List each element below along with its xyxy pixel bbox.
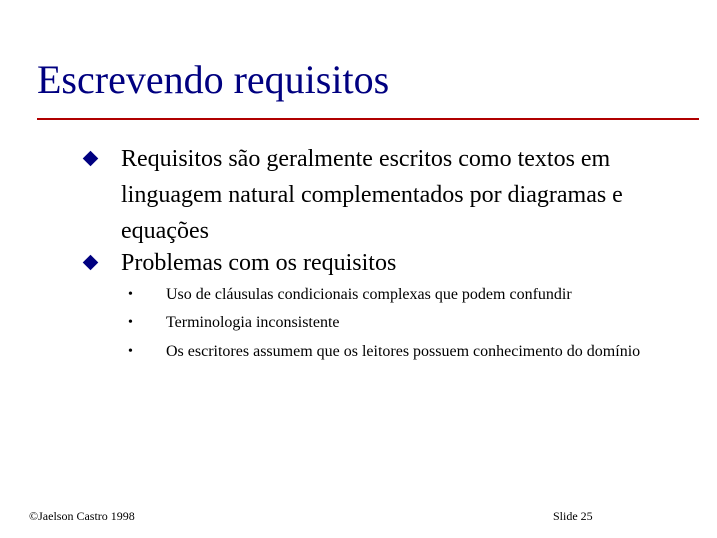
sub-bullet-marker: • (128, 344, 133, 359)
sub-bullet-text: Terminologia inconsistente (166, 314, 340, 331)
title-underline (37, 118, 699, 120)
bullet-text: Problemas com os requisitos (121, 250, 397, 276)
bullet-text: Requisitos são geralmente escritos como textos em linguagem natural complementados por diagramas e equações (121, 146, 623, 244)
sub-bullet-text: Os escritores assumem que os leitores possuem conhecimento do domínio (166, 343, 641, 360)
footer-slide-number: Slide 25 (553, 509, 593, 523)
diamond-bullet-icon (83, 255, 99, 271)
sub-bullet-text: Uso de cláusulas condicionais complexas que podem confundir (166, 286, 572, 303)
slide-title: Escrevendo requisitos (37, 57, 390, 102)
sub-bullet-marker: • (128, 315, 133, 330)
diamond-bullet-icon (83, 151, 99, 167)
footer-copyright: ©Jaelson Castro 1998 (29, 509, 135, 523)
sub-bullet-marker: • (128, 287, 133, 302)
